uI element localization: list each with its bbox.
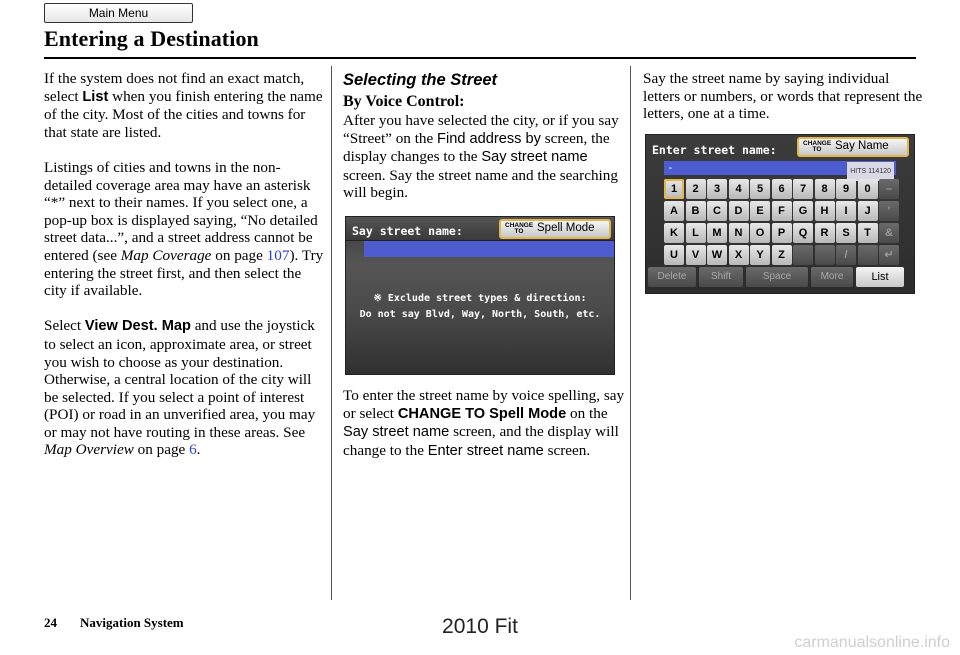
delete-button[interactable]: Delete <box>648 267 696 287</box>
view-dest-map-term: View Dest. Map <box>84 318 191 335</box>
page-link-6[interactable]: 6 <box>189 441 197 459</box>
key-h[interactable]: H <box>815 201 835 221</box>
key-2[interactable]: 2 <box>686 179 706 199</box>
key-slash[interactable]: / <box>836 245 856 265</box>
key-y[interactable]: Y <box>750 245 770 265</box>
screen-title: Enter street name: <box>652 142 777 157</box>
page-title: Entering a Destination <box>44 26 259 51</box>
change-to-label: CHANGE TO <box>505 221 534 235</box>
key-9[interactable]: 9 <box>836 179 856 199</box>
column-divider-1 <box>331 66 332 600</box>
on-screen-keyboard <box>664 179 901 267</box>
enter-icon[interactable]: ↵ <box>879 245 899 265</box>
key-l[interactable]: L <box>686 223 706 243</box>
exclude-note: ※ Exclude street types & direction: <box>373 292 587 304</box>
hits-counter: HITS 114120 <box>847 162 894 182</box>
key-3[interactable]: 3 <box>707 179 727 199</box>
key-u[interactable]: U <box>664 245 684 265</box>
paragraph-coverage: Listings of cities and towns in the non-detailed coverage area may have an asterisk “*” next to their names. If you select one, a pop-up box is displayed saying, “No detailed street data...”, and a street address cannot be entered (see Map Coverage on page 107). Try entering the street first, and then select the city if available. <box>44 158 324 300</box>
model-year: 2010 Fit <box>442 615 518 638</box>
paragraph-spell-letters: Say the street name by saying individual letters or numbers, or words that represent the letters, one at a time. <box>643 70 923 123</box>
key-z[interactable]: Z <box>772 245 792 265</box>
subsection-title: By Voice Control: <box>343 93 465 110</box>
change-to-spell-mode-button[interactable] <box>499 219 611 239</box>
enter-street-name-screen <box>645 134 915 294</box>
keyboard-row <box>664 179 901 199</box>
key-dash[interactable]: – <box>879 179 899 199</box>
key-blank <box>815 245 835 265</box>
key-n[interactable]: N <box>729 223 749 243</box>
column-divider-2 <box>630 66 631 600</box>
key-apostrophe[interactable]: ' <box>879 201 899 221</box>
street-name-input[interactable] <box>664 161 896 175</box>
key-d[interactable]: D <box>729 201 749 221</box>
list-button[interactable]: List <box>856 267 904 287</box>
key-s[interactable]: S <box>836 223 856 243</box>
map-overview-ref: Map Overview <box>44 441 134 459</box>
key-0[interactable]: 0 <box>858 179 878 199</box>
key-k[interactable]: K <box>664 223 684 243</box>
map-coverage-ref: Map Coverage <box>120 246 212 264</box>
shift-button[interactable]: Shift <box>699 267 743 287</box>
key-f[interactable]: F <box>772 201 792 221</box>
more-button[interactable]: More <box>811 267 853 287</box>
list-term: List <box>82 88 109 105</box>
change-to-say-name-button[interactable] <box>797 137 909 157</box>
input-cursor: - <box>667 160 674 174</box>
column-3 <box>643 70 923 294</box>
key-i[interactable]: I <box>836 201 856 221</box>
watermark: carmanualsonline.info <box>794 634 950 651</box>
key-4[interactable]: 4 <box>729 179 749 199</box>
section-title: Selecting the Street <box>343 71 498 89</box>
key-7[interactable]: 7 <box>793 179 813 199</box>
key-t[interactable]: T <box>858 223 878 243</box>
keyboard-row <box>664 245 901 265</box>
key-p[interactable]: P <box>772 223 792 243</box>
paragraph-view-dest-map: Select View Dest. Map and use the joystick to select an icon, approximate area, or street you wish to choose as your destination. Otherwise, a central location of the city will be selected. If you select a point of interest (POI) or road in an unverified area, you may or may not have routing in these areas. See Map Overview on page 6. <box>44 317 316 459</box>
key-6[interactable]: 6 <box>772 179 792 199</box>
space-button[interactable]: Space <box>746 267 808 287</box>
page-link-107[interactable]: 107 <box>266 246 290 264</box>
say-name-label: Say Name <box>835 139 889 152</box>
paragraph-voice: After you have selected the city, or if you say “Street” on the Find address by screen, the display changes to the Say street name screen. Say the street name and the searching will begin. <box>343 112 619 202</box>
paragraph-not-found: If the system does not find an exact match, select List when you finish entering the name of the city. Most of the cities and towns for that state are listed. <box>44 70 323 141</box>
screen-title: Say street name: <box>352 223 463 238</box>
key-r[interactable]: R <box>815 223 835 243</box>
keyboard-row <box>664 201 901 221</box>
key-v[interactable]: V <box>686 245 706 265</box>
key-q[interactable]: Q <box>793 223 813 243</box>
street-name-field <box>364 241 614 257</box>
key-blank <box>858 245 878 265</box>
say-street-name-screen <box>345 216 615 375</box>
key-x[interactable]: X <box>729 245 749 265</box>
key-blank <box>793 245 813 265</box>
key-m[interactable]: M <box>707 223 727 243</box>
paragraph-spell: To enter the street name by voice spelling, say or select CHANGE TO Spell Mode on the Say street name screen, and the display will change to the Enter street name screen. <box>343 386 625 459</box>
spell-mode-label: Spell Mode <box>537 222 595 235</box>
keyboard-row <box>664 223 901 243</box>
key-8[interactable]: 8 <box>815 179 835 199</box>
key-a[interactable]: A <box>664 201 684 221</box>
key-b[interactable]: B <box>686 201 706 221</box>
key-o[interactable]: O <box>750 223 770 243</box>
title-rule <box>44 57 916 59</box>
key-w[interactable]: W <box>707 245 727 265</box>
key-5[interactable]: 5 <box>750 179 770 199</box>
key-g[interactable]: G <box>793 201 813 221</box>
key-ampersand[interactable]: & <box>879 223 899 243</box>
key-j[interactable]: J <box>858 201 878 221</box>
key-e[interactable]: E <box>750 201 770 221</box>
change-to-label: CHANGE TO <box>803 139 832 153</box>
do-not-say-note: Do not say Blvd, Way, North, South, etc. <box>359 308 601 320</box>
book-title: Navigation System <box>80 615 184 630</box>
column-2 <box>343 70 625 478</box>
column-1 <box>44 70 326 477</box>
page-number: 24 <box>44 615 57 630</box>
key-c[interactable]: C <box>707 201 727 221</box>
key-1[interactable]: 1 <box>664 179 684 199</box>
function-keys <box>648 267 907 287</box>
main-menu-button[interactable]: Main Menu <box>44 3 193 23</box>
